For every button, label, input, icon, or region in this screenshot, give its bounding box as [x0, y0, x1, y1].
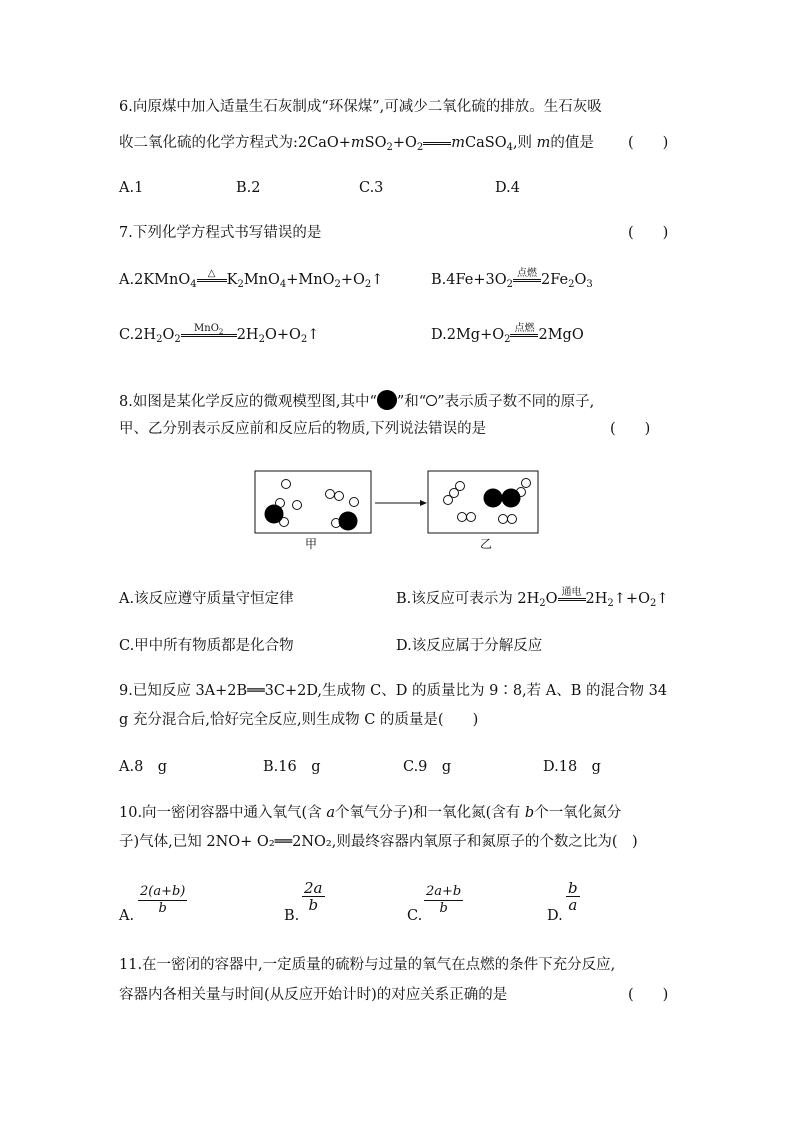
q8-stem-line1: 8.如图是某化学反应的微观模型图,其中“ ”和“ ”表示质子数不同的原子,: [119, 390, 594, 412]
q9-option-c: C.9 g: [403, 759, 452, 775]
q6-answer-paren: ( ): [628, 135, 669, 151]
q10-stem-line2: 子)气体,已知 2NO+ O₂══2NO₂,则最终容器内氧原子和氮原子的个数之比为( ): [119, 834, 638, 850]
after-label: 乙: [480, 537, 493, 551]
q6-option-d: D.4: [495, 180, 520, 196]
q7-option-b: $B.4Fe+3O_2$ 点燃 $2Fe_2O_3$: [431, 267, 593, 290]
q7-option-d: $D.2Mg+O_2$ 点燃 2MgO: [431, 322, 584, 345]
equals-arrow: [423, 142, 451, 145]
q6-stem-line2: 收二氧化硫的化学方程式为$:2CaO+mSO_2+O_2$ mCaSO$_4$,则 m的值是: [119, 135, 594, 153]
q10-stem-line1: 10.向一密闭容器中通入氧气(含 a个氧气分子)和一氧化氮(含有 b个一氧化氮分: [119, 805, 622, 821]
q6-option-c: C.3: [359, 180, 384, 196]
black-atom-icon: [377, 390, 397, 410]
q8-option-a: A.该反应遵守质量守恒定律: [119, 591, 294, 607]
q8-option-b: B.该反应可表示为 $2H_2O$ 通电 $2H_2↑+O_2↑$: [396, 586, 669, 609]
q6-option-a: A.1: [119, 180, 144, 196]
q11-stem-line1: 11.在一密闭的容器中,一定质量的硫粉与过量的氧气在点燃的条件下充分反应,: [119, 957, 616, 973]
q7-stem: 7.下列化学方程式书写错误的是: [119, 225, 322, 241]
q6-option-b: B.2: [236, 180, 261, 196]
q8-stem-line2: 甲、乙分别表示反应前和反应后的物质,下列说法错误的是: [119, 421, 487, 437]
q7-option-c: $C.2H_2O_2$ MnO$_2$ $2H_2O+O_2↑$: [119, 322, 320, 345]
q9-option-b: B.16 g: [263, 759, 321, 775]
q8-option-c: C.甲中所有物质都是化合物: [119, 638, 294, 654]
q8-option-d: D.该反应属于分解反应: [396, 638, 543, 654]
q9-option-a: A.8 g: [119, 759, 168, 775]
q8-answer-paren: ( ): [610, 421, 651, 437]
q11-answer-paren: ( ): [628, 987, 669, 1003]
q11-stem-line2: 容器内各相关量与时间(从反应开始计时)的对应关系正确的是: [119, 987, 508, 1003]
q10-option-b-fraction: $\frac{2a}{b}$: [304, 879, 323, 914]
q6-stem-line1: 6.向原煤中加入适量生石灰制成“环保煤”,可减少二氧化硫的排放。生石灰吸: [119, 99, 602, 115]
q10-option-b-label: B.: [284, 908, 300, 924]
q7-option-a: A.2KMnO$_4$ △ $K_2MnO_4+MnO_2+O_2↑$: [119, 267, 384, 290]
before-label: 甲: [305, 537, 318, 551]
q10-option-a-fraction: $\frac{2(a+b)}{b}$: [140, 884, 186, 916]
q9-stem-line1: 9.已知反应 3A+2B══3C+2D,生成物 C、D 的质量比为 9∶8,若 A、B 的混合物 34: [119, 683, 668, 699]
q10-option-c-label: C.: [407, 908, 423, 924]
q7-answer-paren: ( ): [628, 225, 669, 241]
reaction-model-diagram: [250, 466, 545, 552]
q9-stem-line2: g 充分混合后,恰好完全反应,则生成物 C 的质量是( ): [119, 712, 479, 728]
q10-option-d-fraction: $\frac{b}{a}$: [568, 879, 578, 914]
white-atom-icon: [426, 395, 437, 406]
q10-option-c-fraction: $\frac{2a+b}{b}$: [426, 884, 462, 916]
q10-option-d-label: D.: [547, 908, 563, 924]
q9-option-d: D.18 g: [543, 759, 601, 775]
q10-option-a-label: A.: [119, 908, 135, 924]
